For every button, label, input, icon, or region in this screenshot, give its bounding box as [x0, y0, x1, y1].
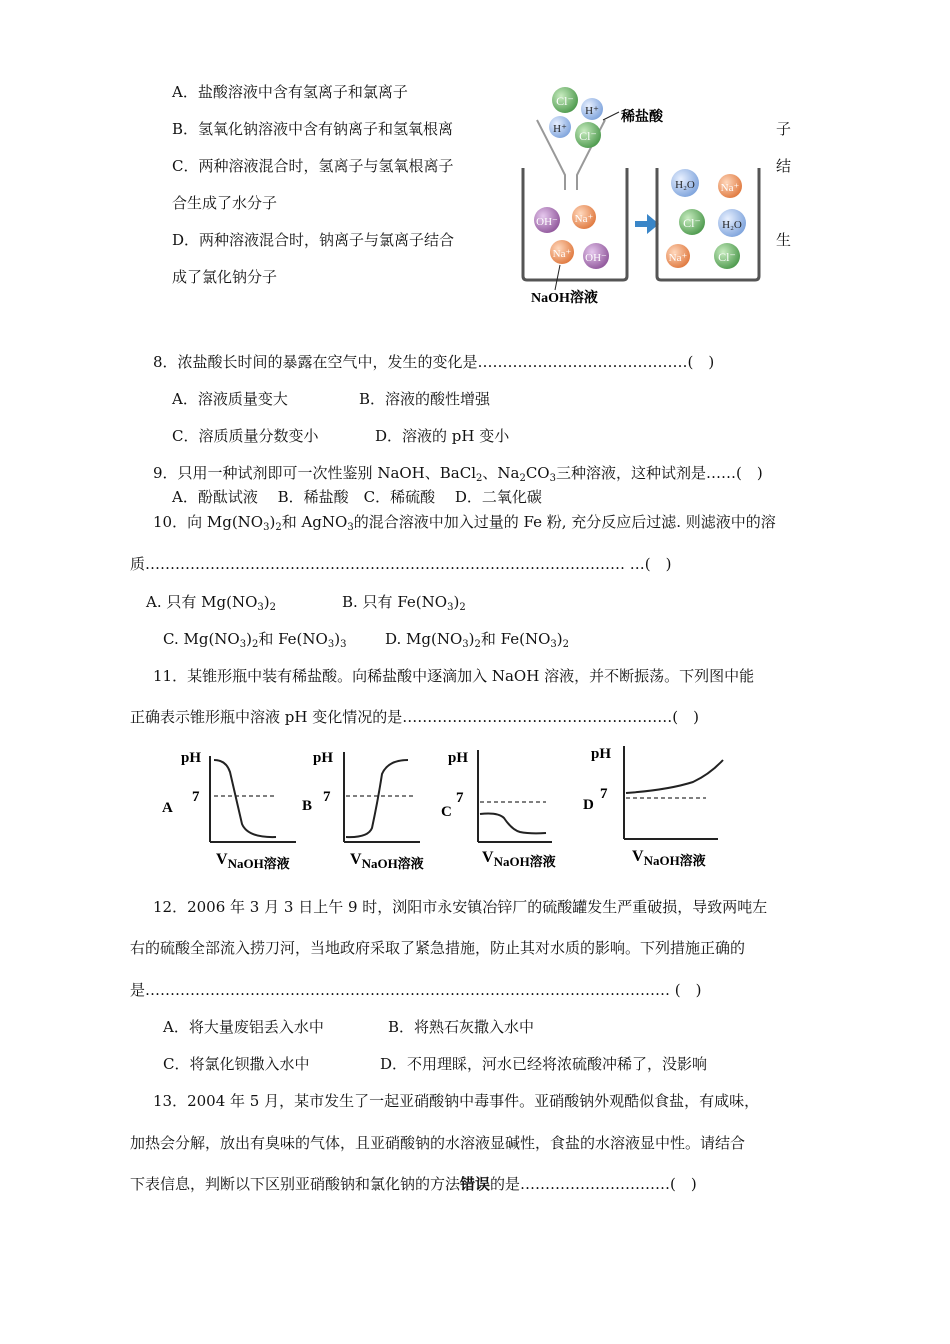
ph-graph-d	[583, 746, 723, 868]
ion-oh	[583, 243, 609, 269]
q13-line1: 13．2004 年 5 月，某市发生了一起亚硝酸钠中毒事件。亚硝酸钠外观酷似食盐，有咸味，	[153, 1092, 760, 1110]
q10-option-d: D. $Mg(NO_3)_2$和 $Fe(NO_3)_2$	[385, 630, 569, 650]
ion-cl	[714, 243, 740, 269]
q12-option-a: A．将大量废铝丢入水中	[163, 1018, 324, 1036]
svg-text:Na⁺: Na⁺	[552, 248, 572, 260]
q10-option-a: A. 只有 $Mg(NO_3)_2$	[146, 593, 276, 613]
graph-letter-b: B	[302, 798, 313, 814]
q8-option-c: C．溶质质量分数变小	[172, 427, 319, 445]
ph-graph-c	[441, 750, 556, 869]
q10-stem-line1: 10．向 $Mg(NO_3)_2$和 AgNO$_3$的混合溶液中加入过量的 Fe 粉, 充分反应后过滤. 则滤液中的溶	[153, 513, 776, 533]
q11-stem-line2: 正确表示锥形瓶中溶液 pH 变化情况的是………………………………………………( )	[130, 708, 699, 726]
ion-cl	[679, 209, 705, 235]
q7-option-d-line1: D．两种溶液混合时，钠离子与氯离子结合	[172, 231, 455, 249]
q7-option-c-line1: C．两种溶液混合时，氢离子与氢氧根离子	[172, 157, 454, 175]
q12-line1: 12．2006 年 3 月 3 日上午 9 时，浏阳市永安镇冶锌厂的硫酸罐发生严重破损，导致两吨左	[153, 898, 768, 916]
q13-line2: 加热会分解，放出有臭味的气体，且亚硝酸钠的水溶液显碱性，食盐的水溶液显中性。请结合	[130, 1134, 746, 1152]
svg-text:7: 7	[600, 786, 608, 802]
ion-na	[666, 244, 690, 268]
ion-na	[550, 240, 574, 264]
svg-text:Na⁺: Na⁺	[668, 252, 688, 264]
ion-h	[581, 98, 603, 120]
svg-text:pH: pH	[313, 750, 334, 766]
svg-text:OH⁻: OH⁻	[585, 252, 607, 264]
molecule-h2o	[671, 169, 699, 197]
svg-text:H₂O: H₂O	[675, 179, 695, 191]
ph-graph-a	[162, 750, 296, 871]
q13-line3: 下表信息，判断以下区别亚硝酸钠和氯化钠的方法错误的是…………………………( )	[130, 1175, 697, 1193]
svg-text:VNaOH溶液: $V_{NaOH溶液}$	[216, 851, 290, 871]
neutralization-figure	[515, 80, 765, 310]
q8-stem: 8．浓盐酸长时间的暴露在空气中，发生的变化是……………………………………( )	[153, 353, 715, 371]
ion-na	[572, 205, 596, 229]
q12-option-c: C．将氯化钡撒入水中	[163, 1055, 310, 1073]
ion-cl	[552, 87, 578, 113]
svg-text:VNaOH溶液: $V_{NaOH溶液}$	[632, 848, 706, 868]
svg-text:7: 7	[456, 790, 464, 806]
svg-text:pH: pH	[591, 746, 612, 762]
q7-option-d-tail: 生	[776, 231, 792, 249]
label-naoh-solution: NaOH溶液	[531, 291, 598, 306]
q12-line2: 右的硫酸全部流入捞刀河，当地政府采取了紧急措施，防止其对水质的影响。下列措施正确的	[130, 939, 746, 957]
svg-text:Cl⁻: Cl⁻	[556, 94, 574, 108]
q8-option-a: A．溶液质量变大	[172, 390, 288, 408]
svg-text:Cl⁻: Cl⁻	[718, 250, 736, 264]
graph-letter-a: A	[162, 800, 173, 816]
ion-na	[718, 174, 742, 198]
molecule-h2o	[718, 209, 746, 237]
q10-option-b: B. 只有 $Fe(NO_3)_2$	[342, 593, 466, 613]
svg-text:pH: pH	[181, 750, 202, 766]
label-dilute-hcl: 稀盐酸	[621, 110, 663, 125]
svg-text:Cl⁻: Cl⁻	[683, 216, 701, 230]
ion-oh	[534, 207, 560, 233]
svg-text:Na⁺: Na⁺	[574, 213, 594, 225]
ph-graphs	[158, 738, 738, 873]
q10-stem-line2: 质…………………………………………………………………………………… …( )	[130, 555, 672, 573]
svg-text:H₂O: H₂O	[722, 219, 742, 231]
svg-text:pH: pH	[448, 750, 469, 766]
q12-option-d: D．不用理睬，河水已经将浓硫酸冲稀了，没影响	[380, 1055, 708, 1073]
q7-option-b: B．氢氧化钠溶液中含有钠离子和氢氧根离	[172, 120, 454, 138]
q11-stem-line1: 11．某锥形瓶中装有稀盐酸。向稀盐酸中逐滴加入 NaOH 溶液，并不断振荡。下列图中能	[153, 667, 755, 685]
svg-text:7: 7	[323, 789, 331, 805]
svg-text:OH⁻: OH⁻	[536, 216, 558, 228]
q8-option-d: D．溶液的 pH 变小	[375, 427, 510, 445]
q9-stem: 9．只用一种试剂即可一次性鉴别 NaOH、BaCl$_2$、$Na_2CO_3$三种溶液，这种试剂是……( )	[153, 464, 763, 484]
svg-text:VNaOH溶液: $V_{NaOH溶液}$	[350, 851, 424, 871]
ion-h	[549, 116, 571, 138]
graph-letter-c: C	[441, 804, 452, 820]
svg-text:H⁺: H⁺	[585, 105, 599, 117]
q12-line3: 是…………………………………………………………………………………………… ( )	[130, 981, 702, 999]
q12-option-b: B．将熟石灰撒入水中	[388, 1018, 535, 1036]
q13-emphasis: 错误	[460, 1175, 491, 1193]
svg-text:VNaOH溶液: $V_{NaOH溶液}$	[482, 849, 556, 869]
svg-text:Na⁺: Na⁺	[720, 182, 740, 194]
q7-option-b-tail: 子	[776, 120, 792, 138]
q7-option-c-line2: 合生成了水分子	[172, 194, 278, 212]
q7-option-a: A．盐酸溶液中含有氢离子和氯离子	[172, 83, 408, 101]
q9-options: A．酚酞试液 B．稀盐酸 C．稀硫酸 D．二氧化碳	[172, 488, 542, 506]
svg-text:H⁺: H⁺	[553, 123, 567, 135]
q7-option-c-tail: 结	[776, 157, 792, 175]
reaction-arrow-icon	[635, 214, 659, 234]
ph-graph-b	[302, 750, 424, 871]
ion-cl	[575, 122, 601, 148]
graph-letter-d: D	[583, 797, 594, 813]
q7-option-d-line2: 成了氯化钠分子	[172, 268, 278, 286]
q10-option-c: C. $Mg(NO_3)_2$和 $Fe(NO_3)_3$	[163, 630, 347, 650]
q8-option-b: B．溶液的酸性增强	[359, 390, 491, 408]
svg-text:Cl⁻: Cl⁻	[579, 129, 597, 143]
svg-text:7: 7	[192, 789, 200, 805]
